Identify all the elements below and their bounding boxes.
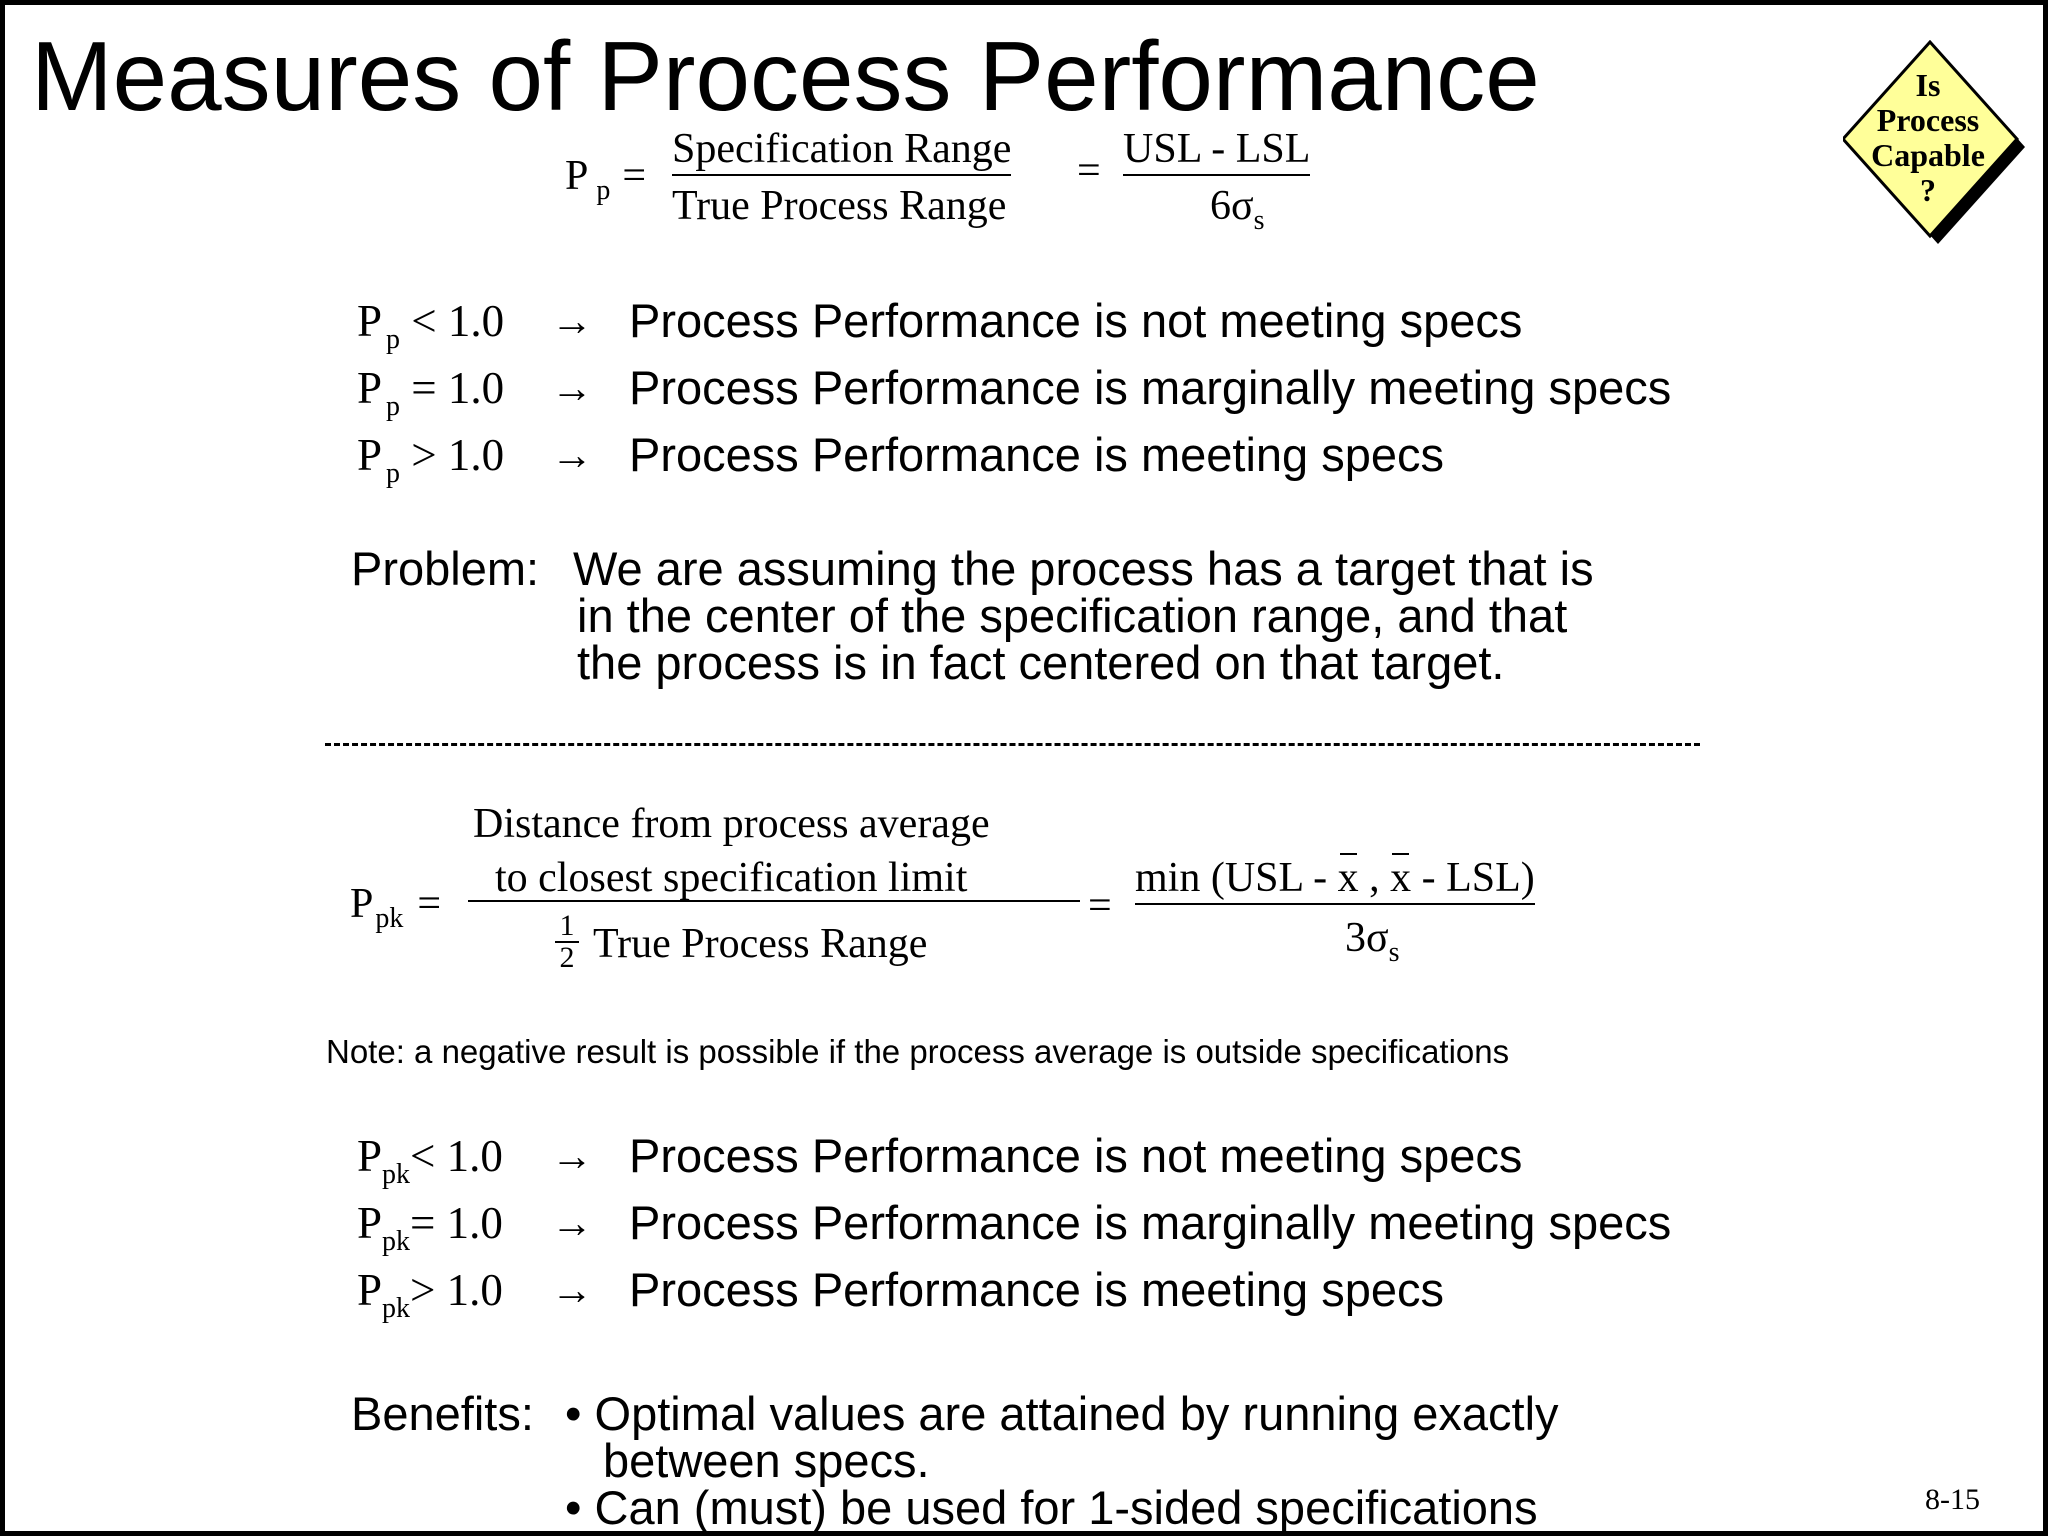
- ppk-numerator-line-1: Distance from process average: [473, 801, 990, 847]
- ppk-symbol: P: [350, 881, 374, 927]
- problem-label: Problem:: [351, 542, 540, 595]
- rule-subscript: p: [386, 324, 401, 355]
- ppk-rhs-part-2: ,: [1358, 855, 1391, 901]
- rule-symbol: P: [357, 296, 383, 346]
- badge-line-4: ?: [1920, 172, 1936, 208]
- badge-line-2: Process: [1876, 102, 1980, 138]
- ppk-formula-lhs: [350, 881, 442, 934]
- right-arrow-icon: →: [551, 364, 593, 411]
- rule-condition: [357, 363, 505, 422]
- rule-value: < 1.0: [411, 296, 505, 346]
- pp-rhs-numerator: USL - LSL: [1123, 128, 1310, 176]
- ppk-sigma-subscript: s: [1388, 937, 1400, 968]
- note-text: Note: a negative result is possible if the process average is outside specifications: [326, 1033, 1510, 1070]
- rule-subscript: p: [386, 458, 401, 489]
- benefits-label: Benefits:: [351, 1387, 534, 1440]
- ppk-equals: =: [417, 881, 442, 927]
- pp-rule-row: [357, 294, 1523, 355]
- benefit-bullet-1-line-1: • Optimal values are attained by running exactly: [565, 1387, 1559, 1440]
- ppk-rhs-numerator: [1135, 857, 1535, 905]
- rule-subscript: pk: [382, 1226, 411, 1257]
- rule-value: > 1.0: [411, 430, 505, 480]
- ppk-subscript: pk: [375, 903, 404, 934]
- ppk-rhs-part-1: min (USL -: [1135, 855, 1338, 901]
- benefit-bullet-2: • Can (must) be used for 1-sided specifications: [565, 1481, 1538, 1534]
- badge-line-1: Is: [1915, 67, 1941, 103]
- problem-line-3: the process is in fact centered on that target.: [577, 636, 1505, 689]
- rule-text: Process Performance is meeting specs: [629, 1263, 1444, 1316]
- right-arrow-icon: →: [551, 431, 593, 478]
- pp-sigma-subscript: s: [1253, 205, 1265, 236]
- page-number: 8-15: [1925, 1483, 1980, 1516]
- page-title: Measures of Process Performance: [31, 21, 1540, 131]
- ppk-equals-2: =: [1088, 883, 1112, 929]
- rule-condition: [357, 1198, 503, 1257]
- pp-numerator: Specification Range: [672, 128, 1011, 176]
- rule-text: Process Performance is marginally meeting specs: [629, 361, 1672, 414]
- pp-equals-2: =: [1077, 148, 1101, 194]
- rule-condition: [357, 1265, 503, 1324]
- pp-rule-row: [357, 428, 1444, 489]
- benefit-bullet-1-line-2: between specs.: [603, 1434, 930, 1487]
- ppk-fraction-bar: [468, 900, 1080, 902]
- rule-value: = 1.0: [411, 363, 505, 413]
- x-bar-1: x: [1337, 855, 1359, 901]
- right-arrow-icon: →: [551, 1199, 593, 1246]
- ppk-rule-row: [357, 1263, 1444, 1324]
- rule-subscript: pk: [382, 1293, 411, 1324]
- right-arrow-icon: →: [551, 297, 593, 344]
- ppk-denominator: True Process Range: [593, 921, 928, 967]
- pp-denominator: True Process Range: [672, 183, 1007, 229]
- problem-line-2: in the center of the specification range, and that: [577, 589, 1568, 642]
- pp-formula-lhs: [565, 153, 647, 206]
- ppk-rule-row: [357, 1196, 1672, 1257]
- pp-rhs-denominator: [1210, 183, 1265, 236]
- rule-value: < 1.0: [410, 1131, 503, 1181]
- ppk-rhs-part-3: - LSL): [1411, 855, 1535, 901]
- problem-line-1: We are assuming the process has a target that is: [573, 542, 1594, 595]
- pp-symbol: P: [565, 153, 589, 199]
- x-bar-2: x: [1390, 855, 1412, 901]
- ppk-rule-row: [357, 1129, 1523, 1190]
- rule-symbol: P: [357, 1198, 383, 1248]
- rule-subscript: pk: [382, 1159, 411, 1190]
- rule-symbol: P: [357, 430, 383, 480]
- rule-subscript: p: [386, 391, 401, 422]
- rule-symbol: P: [357, 363, 383, 413]
- rule-value: > 1.0: [410, 1265, 503, 1315]
- dashed-divider: [325, 743, 1700, 746]
- rule-text: Process Performance is not meeting specs: [629, 1129, 1523, 1182]
- rule-text: Process Performance is not meeting specs: [629, 294, 1523, 347]
- pp-rule-row: [357, 361, 1672, 422]
- rule-symbol: P: [357, 1131, 383, 1181]
- badge-text: [1843, 68, 2013, 208]
- one-half-fraction: [555, 911, 579, 973]
- ppk-three-sigma: 3σ: [1345, 915, 1389, 961]
- rule-condition: [357, 430, 505, 489]
- half-numerator: 1: [555, 911, 579, 943]
- pp-six-sigma: 6σ: [1210, 183, 1254, 229]
- rule-text: Process Performance is marginally meeting specs: [629, 1196, 1672, 1249]
- pp-equals: =: [622, 153, 647, 199]
- badge-line-3: Capable: [1871, 137, 1985, 173]
- rule-text: Process Performance is meeting specs: [629, 428, 1444, 481]
- ppk-rhs-denominator: [1345, 915, 1400, 968]
- rule-condition: [357, 296, 505, 355]
- right-arrow-icon: →: [551, 1266, 593, 1313]
- rule-value: = 1.0: [410, 1198, 503, 1248]
- rule-symbol: P: [357, 1265, 383, 1315]
- ppk-numerator-line-2: to closest specification limit: [495, 855, 968, 901]
- rule-condition: [357, 1131, 503, 1190]
- pp-subscript: p: [596, 175, 611, 206]
- right-arrow-icon: →: [551, 1132, 593, 1179]
- half-denominator: 2: [559, 941, 575, 974]
- is-process-capable-badge: [1843, 40, 2033, 250]
